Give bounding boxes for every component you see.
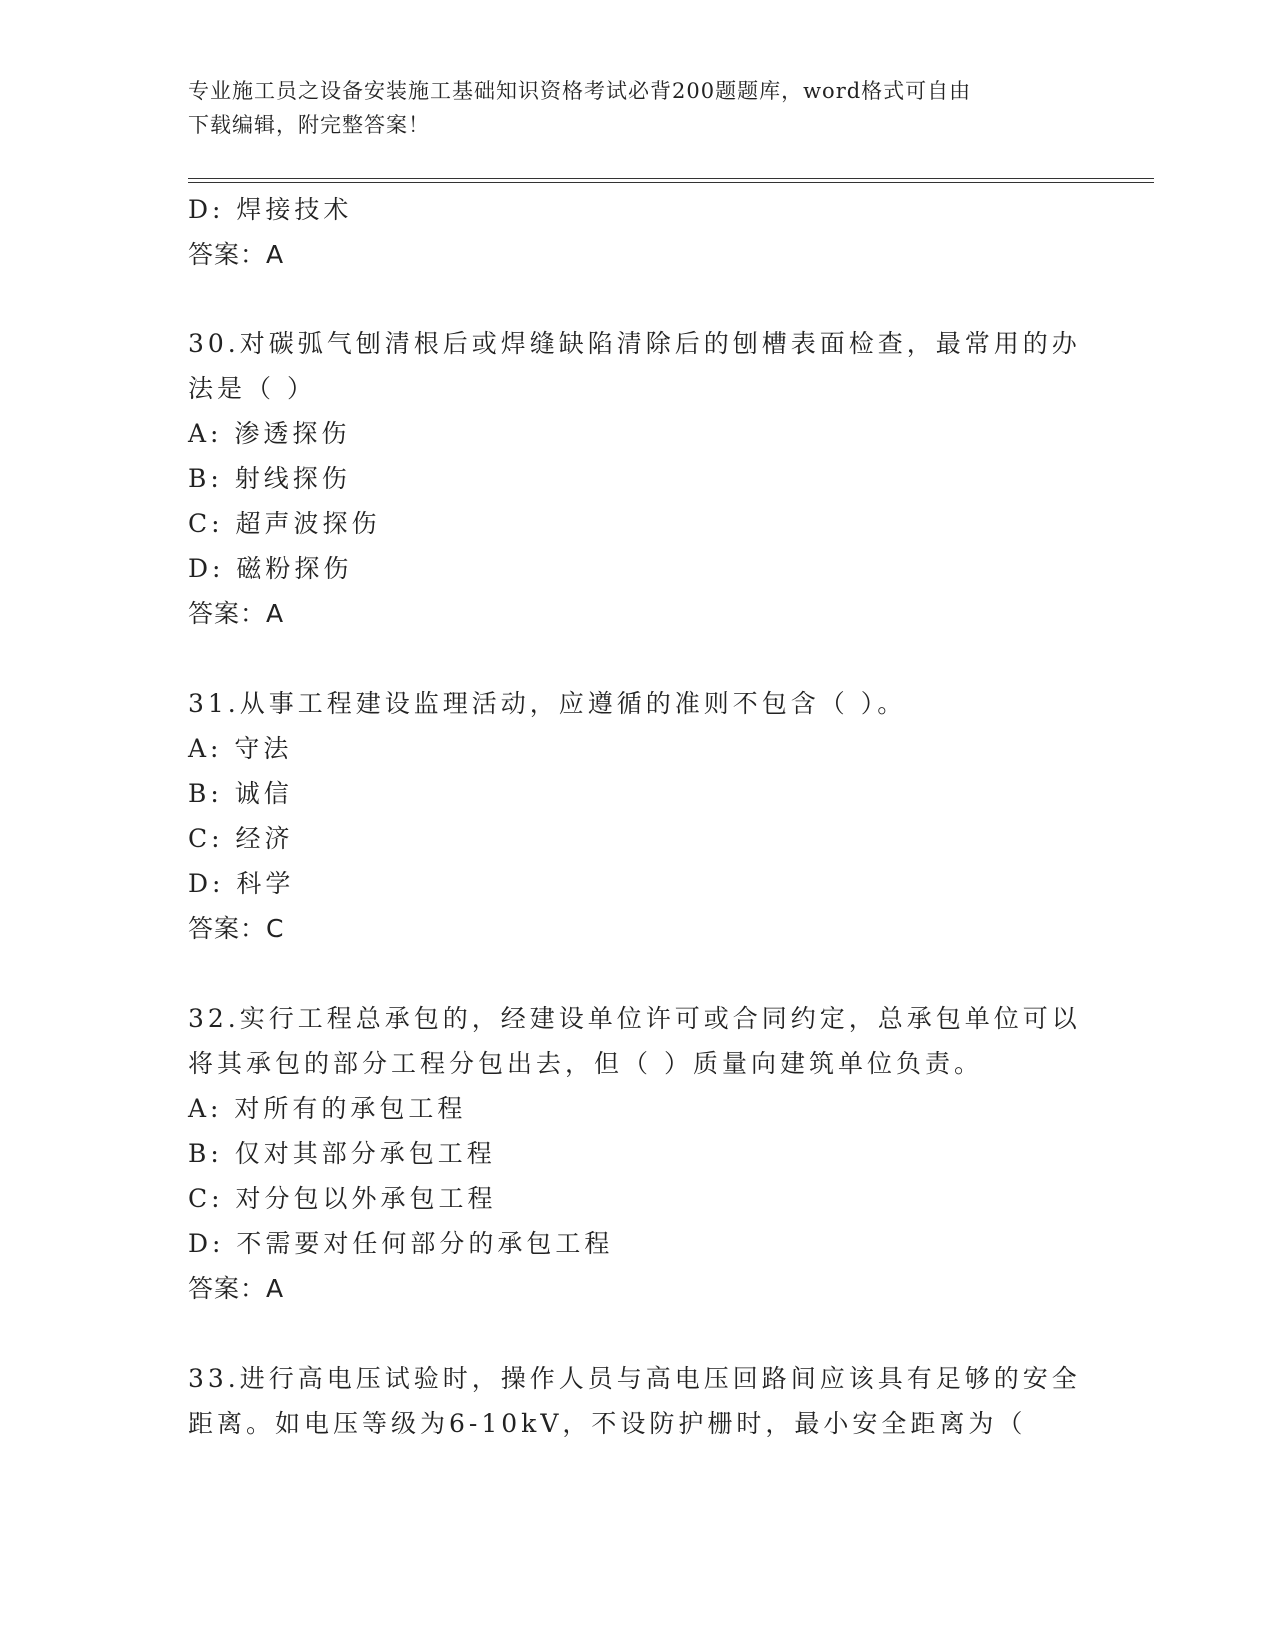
q31-stem-line-1: 31.从事工程建设监理活动，应遵循的准则不包含（ ）。 [188,689,907,718]
q31-option-b: B: 诚信 [188,779,293,808]
q30-option-c: C: 超声波探伤 [188,509,381,538]
document-header [188,74,1068,142]
q32-answer: 答案：A [188,1274,285,1303]
q31-option-c: C: 经济 [188,824,294,853]
q30-stem-line-2: 法是（ ） [188,374,316,403]
q32-stem-line-2: 将其承包的部分工程分包出去，但（ ）质量向建筑单位负责。 [188,1049,983,1078]
q32-stem-line-1: 32.实行工程总承包的，经建设单位许可或合同约定，总承包单位可以 [188,1004,1081,1033]
q30-option-b: B: 射线探伤 [188,464,351,493]
q32-option-d: D: 不需要对任何部分的承包工程 [188,1229,614,1258]
header-line-1: 专业施工员之设备安装施工基础知识资格考试必背200题题库，word格式可自由 [188,79,972,103]
q33-stem-line-2: 距离。如电压等级为6-10kV，不设防护栅时，最小安全距离为（ [188,1409,1027,1438]
q30-answer: 答案：A [188,599,285,628]
q30-option-d: D: 磁粉探伤 [188,554,353,583]
q30-stem-line-1: 30.对碳弧气刨清根后或焊缝缺陷清除后的刨槽表面检查，最常用的办 [188,329,1081,358]
q29-answer: 答案：A [188,240,285,269]
header-divider-bottom [188,182,1154,183]
q29-option-d: D: 焊接技术 [188,195,353,224]
q32-option-a: A: 对所有的承包工程 [188,1094,467,1123]
header-line-2: 下载编辑，附完整答案！ [188,113,430,137]
q30-option-a: A: 渗透探伤 [188,419,351,448]
q31-option-a: A: 守法 [188,734,293,763]
q32-option-b: B: 仅对其部分承包工程 [188,1139,496,1168]
q31-answer: 答案：C [188,914,285,943]
q31-option-d: D: 科学 [188,869,295,898]
header-divider-top [188,178,1154,179]
q32-option-c: C: 对分包以外承包工程 [188,1184,497,1213]
q33-stem-line-1: 33.进行高电压试验时，操作人员与高电压回路间应该具有足够的安全 [188,1364,1081,1393]
